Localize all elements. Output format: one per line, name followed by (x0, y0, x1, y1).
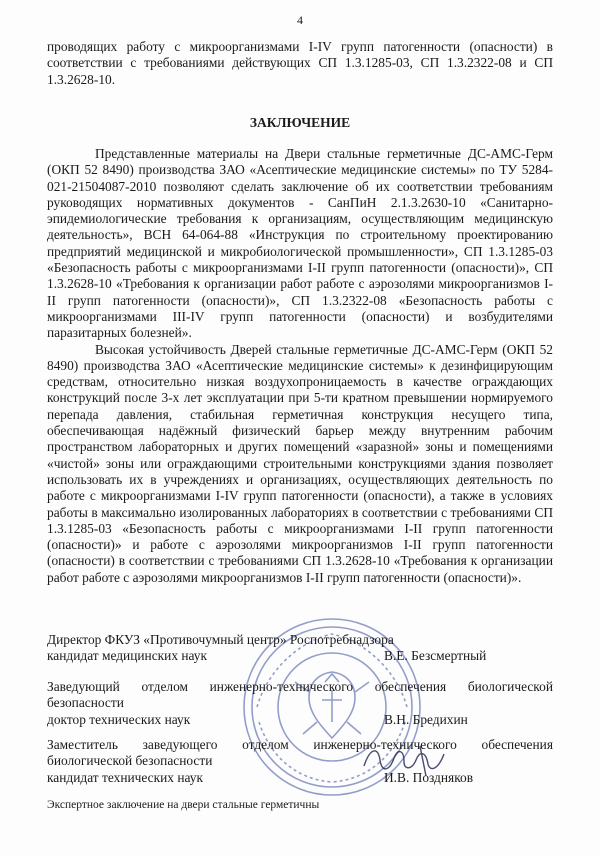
intro-paragraph: проводящих работу с микроорганизмами I-IV групп патогенности (опасности) в соответствии с требованиями действующих СП 1.3.1285-03, СП 1.3.2322-08 и СП 1.3.2628-10. (47, 39, 553, 87)
page-number: 4 (297, 13, 303, 27)
conclusion-paragraph-2: Высокая устойчивость Дверей стальные герметичные ДС-АМС-Герм (ОКП 52 8490) производства ЗАО «Асептические медицинские системы» к дезинфицирующим средствам, относительно низкая воздухопроницаемость в качестве ограждающих конструкций после 3-х лет эксплуатации при 5-ти кратном превышении нормируемого перепада давления, стабильная герметичная конструкция несущего типа, обеспечивающая надёжный физический барьер между внутренним рабочим пространством лабораторных и других помещений «заразной» зоны и помещениями «чистой» зоны или ограждающими строительными конструкциями здания позволяет использовать их в учреждениях и организациях, осуществляющих деятельность по работе с микроорганизмами I-IV групп патогенности (опасности), а также в условиях работы в максимально изолированных лабораториях в соответствии с требованиями СП 1.3.1285-03 «Безопасность работы с микроорганизмами I-II групп патогенности (опасности)» и работе с аэрозолями микроорганизмов I-II групп патогенности (опасности) в соответствии с требованиями СП 1.3.2628-10 «Требования к организации работ работе с аэрозолями микроорганизмов I-II групп патогенности (опасности)». (47, 341, 553, 585)
signatory-position: Директор ФКУЗ «Противочумный центр» Роспотребнадзора (47, 632, 394, 647)
section-heading: ЗАКЛЮЧЕНИЕ (249, 115, 351, 130)
conclusion-body (47, 146, 553, 586)
signatory-position: Заместитель заведующего отделом инженерно-технического обеспечения биологической безопасности (47, 737, 553, 769)
signatory-deputy-head (47, 737, 553, 786)
signatory-name: В.Н. Бредихин (384, 711, 468, 727)
footer-note: Экспертное заключение на двери стальные герметичны (47, 799, 320, 811)
handwritten-signature (360, 740, 460, 780)
signatory-head-of-department (47, 679, 553, 728)
conclusion-paragraph-1: Представленные материалы на Двери стальные герметичные ДС-АМС-Герм (ОКП 52 8490) производства ЗАО «Асептические медицинские системы» по ТУ 5284-021-21504087-2010 позволяют сделать заключение об их соответствии требованиям руководящих нормативных документов - СанПиН 2.1.3.2630-10 «Санитарно-эпидемиологические требования к организациям, осуществляющим медицинскую деятельность», ВСН 64-064-88 «Инструкция по строительному проектированию предприятий медицинской и микробиологической промышленности», СП 1.3.1285-03 «Безопасность работы с микроорганизмами I-II групп патогенности (опасности)», СП 1.3.2628-10 «Требования к организации работ работе с аэрозолями микроорганизмов I-II групп патогенности (опасности)», СП 1.3.2322-08 «Безопасность работы с микроорганизмами III-IV групп патогенности (опасности) и возбудителями паразитарных болезней». (47, 146, 553, 341)
signatory-director (47, 632, 553, 665)
signatory-degree: кандидат медицинских наук (47, 648, 208, 664)
signatory-name: В.Е. Безсмертный (384, 648, 487, 664)
intro-section (47, 39, 553, 88)
signatory-degree: доктор технических наук (47, 711, 191, 727)
signatory-position: Заведующий отделом инженерно-технического обеспечения биологической безопасности (47, 679, 553, 711)
signatory-name: И.В. Поздняков (384, 769, 474, 785)
signatory-degree: кандидат технических наук (47, 769, 203, 785)
